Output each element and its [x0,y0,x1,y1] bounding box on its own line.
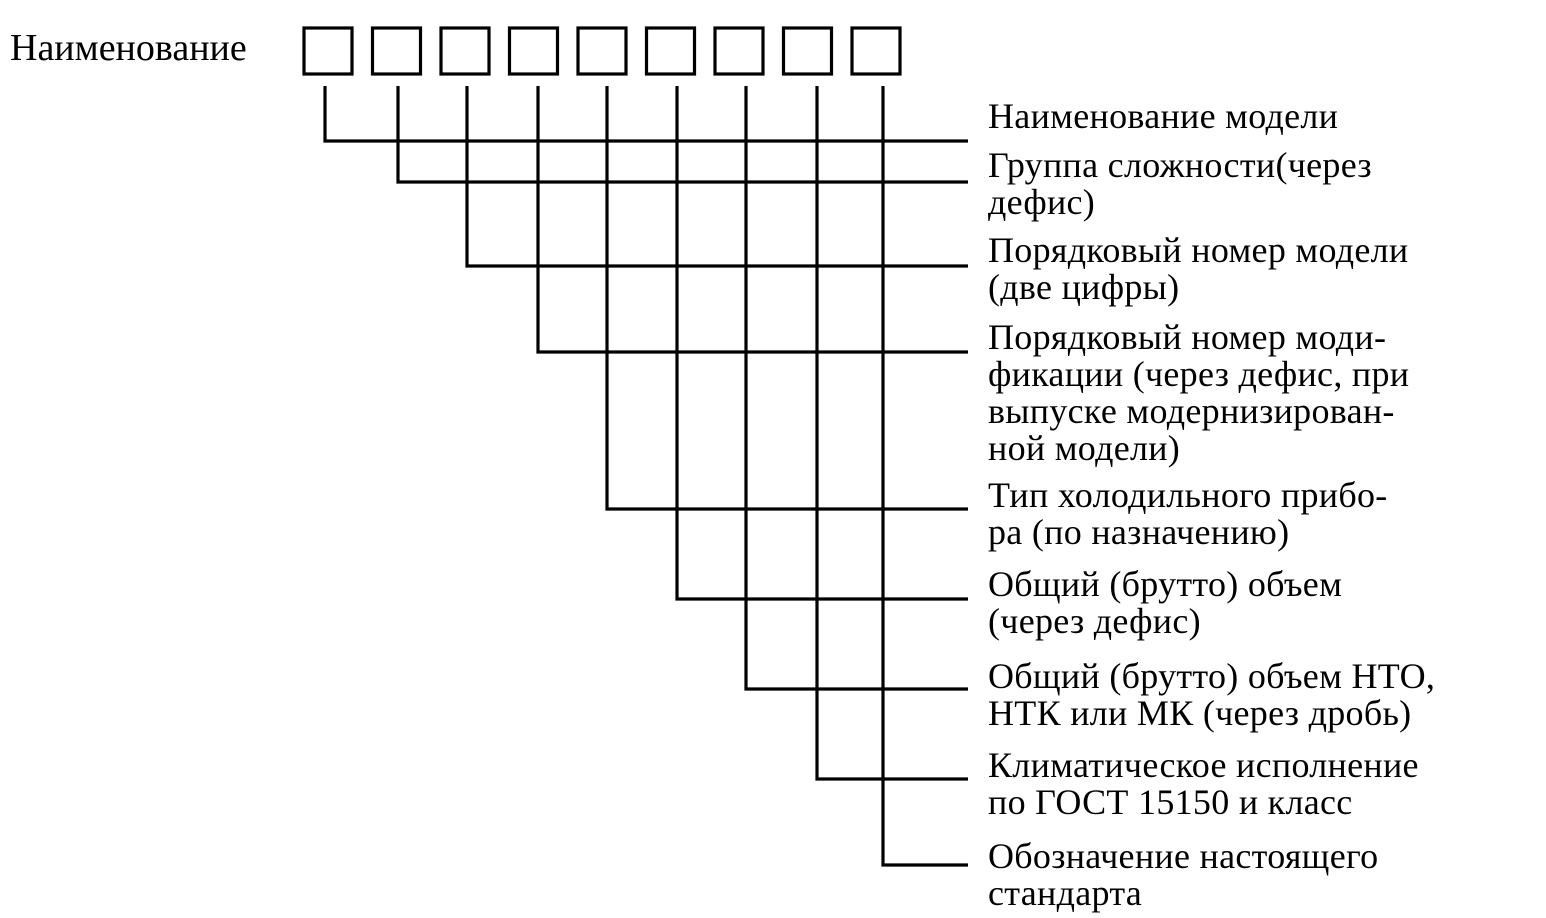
connector-line-4 [538,86,968,352]
desc-1: Группа сложности(через дефис) [988,145,1372,222]
position-box-4 [510,28,558,74]
position-box-3 [441,28,489,74]
position-box-5 [578,28,626,74]
position-box-8 [784,28,832,74]
connector-line-6 [677,86,968,599]
desc-7: Климатическое исполнение по ГОСТ 15150 и класс [988,745,1419,822]
position-box-7 [715,28,763,74]
desc-0: Наименование модели [988,96,1339,136]
desc-3: Порядковый номер моди- фикации (через дефис, при выпуске модернизирован- ной модели) [988,317,1410,468]
desc-6: Общий (брутто) объем НТО, НТК или МК (через дробь) [988,656,1436,733]
connector-line-5 [607,86,968,509]
desc-2: Порядковый номер модели (две цифры) [988,230,1409,307]
connector-line-3 [467,86,968,266]
desc-5: Общий (брутто) объем (через дефис) [988,564,1343,641]
desc-8: Обозначение настоящего стандарта [988,836,1379,913]
position-box-9 [852,28,900,74]
position-box-2 [373,28,421,74]
position-box-1 [304,28,352,74]
desc-4: Тип холодильного прибо- ра (по назначению) [988,475,1388,552]
page-title: Наименование [10,27,247,69]
connector-line-1 [325,86,968,141]
connector-line-9 [883,86,968,865]
position-box-6 [647,28,695,74]
connector-line-8 [817,86,968,779]
